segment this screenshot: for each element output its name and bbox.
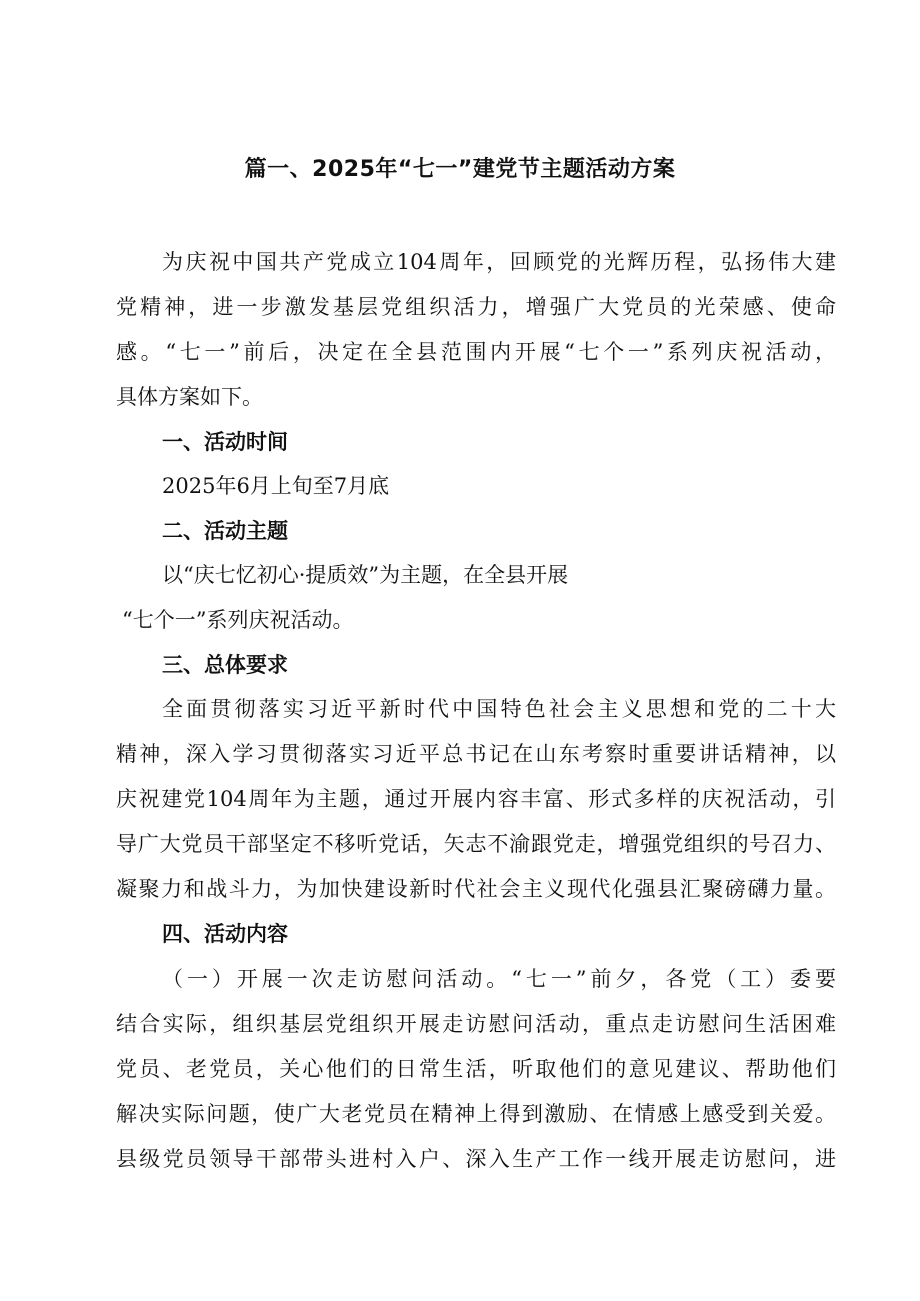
- section-body-requirements-line-5: 凝聚力和战斗力，为加快建设新时代社会主义现代化强县汇聚磅礴力量。: [116, 877, 836, 901]
- intro-line-4: 具体方案如下。: [116, 385, 263, 409]
- intro-line-2: 党精神，进一步激发基层党组织活力，增强广大党员的光荣感、使命: [116, 295, 836, 319]
- document-title: 篇一、2025年“七一”建党节主题活动方案: [244, 157, 676, 182]
- section-body-requirements-line-3: 庆祝建党104周年为主题，通过开展内容丰富、形式多样的庆祝活动，引: [116, 787, 836, 811]
- section-body-content-line-5: 县级党员领导干部带头进村入户、深入生产工作一线开展走访慰问，进: [116, 1147, 836, 1171]
- intro-line-1: 为庆祝中国共产党成立104周年，回顾党的光辉历程，弘扬伟大建: [162, 250, 836, 274]
- intro-line-3: 感。“七一”前后，决定在全县范围内开展“七个一”系列庆祝活动，: [116, 340, 836, 364]
- section-heading-content: 四、活动内容: [162, 922, 288, 946]
- section-body-theme-line-2: “七个一”系列庆祝活动。: [122, 608, 354, 632]
- section-body-requirements-line-2: 精神，深入学习贯彻落实习近平总书记在山东考察时重要讲话精神，以: [116, 742, 836, 766]
- section-body-content-line-2: 结合实际，组织基层党组织开展走访慰问活动，重点走访慰问生活困难: [116, 1012, 836, 1036]
- section-body-content-line-1: （一）开展一次走访慰问活动。“七一”前夕，各党（工）委要: [162, 967, 836, 991]
- section-body-time: 2025年6月上旬至7月底: [162, 474, 390, 498]
- section-body-content-line-4: 解决实际问题，使广大老党员在精神上得到激励、在情感上感受到关爱。: [116, 1102, 836, 1126]
- section-body-requirements-line-1: 全面贯彻落实习近平新时代中国特色社会主义思想和党的二十大: [162, 697, 836, 721]
- section-body-requirements-line-4: 导广大党员干部坚定不移听党话，矢志不渝跟党走，增强党组织的号召力、: [116, 832, 836, 856]
- section-heading-time: 一、活动时间: [162, 430, 288, 454]
- section-heading-requirements: 三、总体要求: [162, 653, 288, 677]
- section-heading-theme: 二、活动主题: [162, 519, 288, 543]
- section-body-theme-line-1: 以“庆七忆初心·提质效”为主题，在全县开展: [162, 563, 569, 587]
- section-body-content-line-3: 党员、老党员，关心他们的日常生活，听取他们的意见建议、帮助他们: [116, 1057, 836, 1081]
